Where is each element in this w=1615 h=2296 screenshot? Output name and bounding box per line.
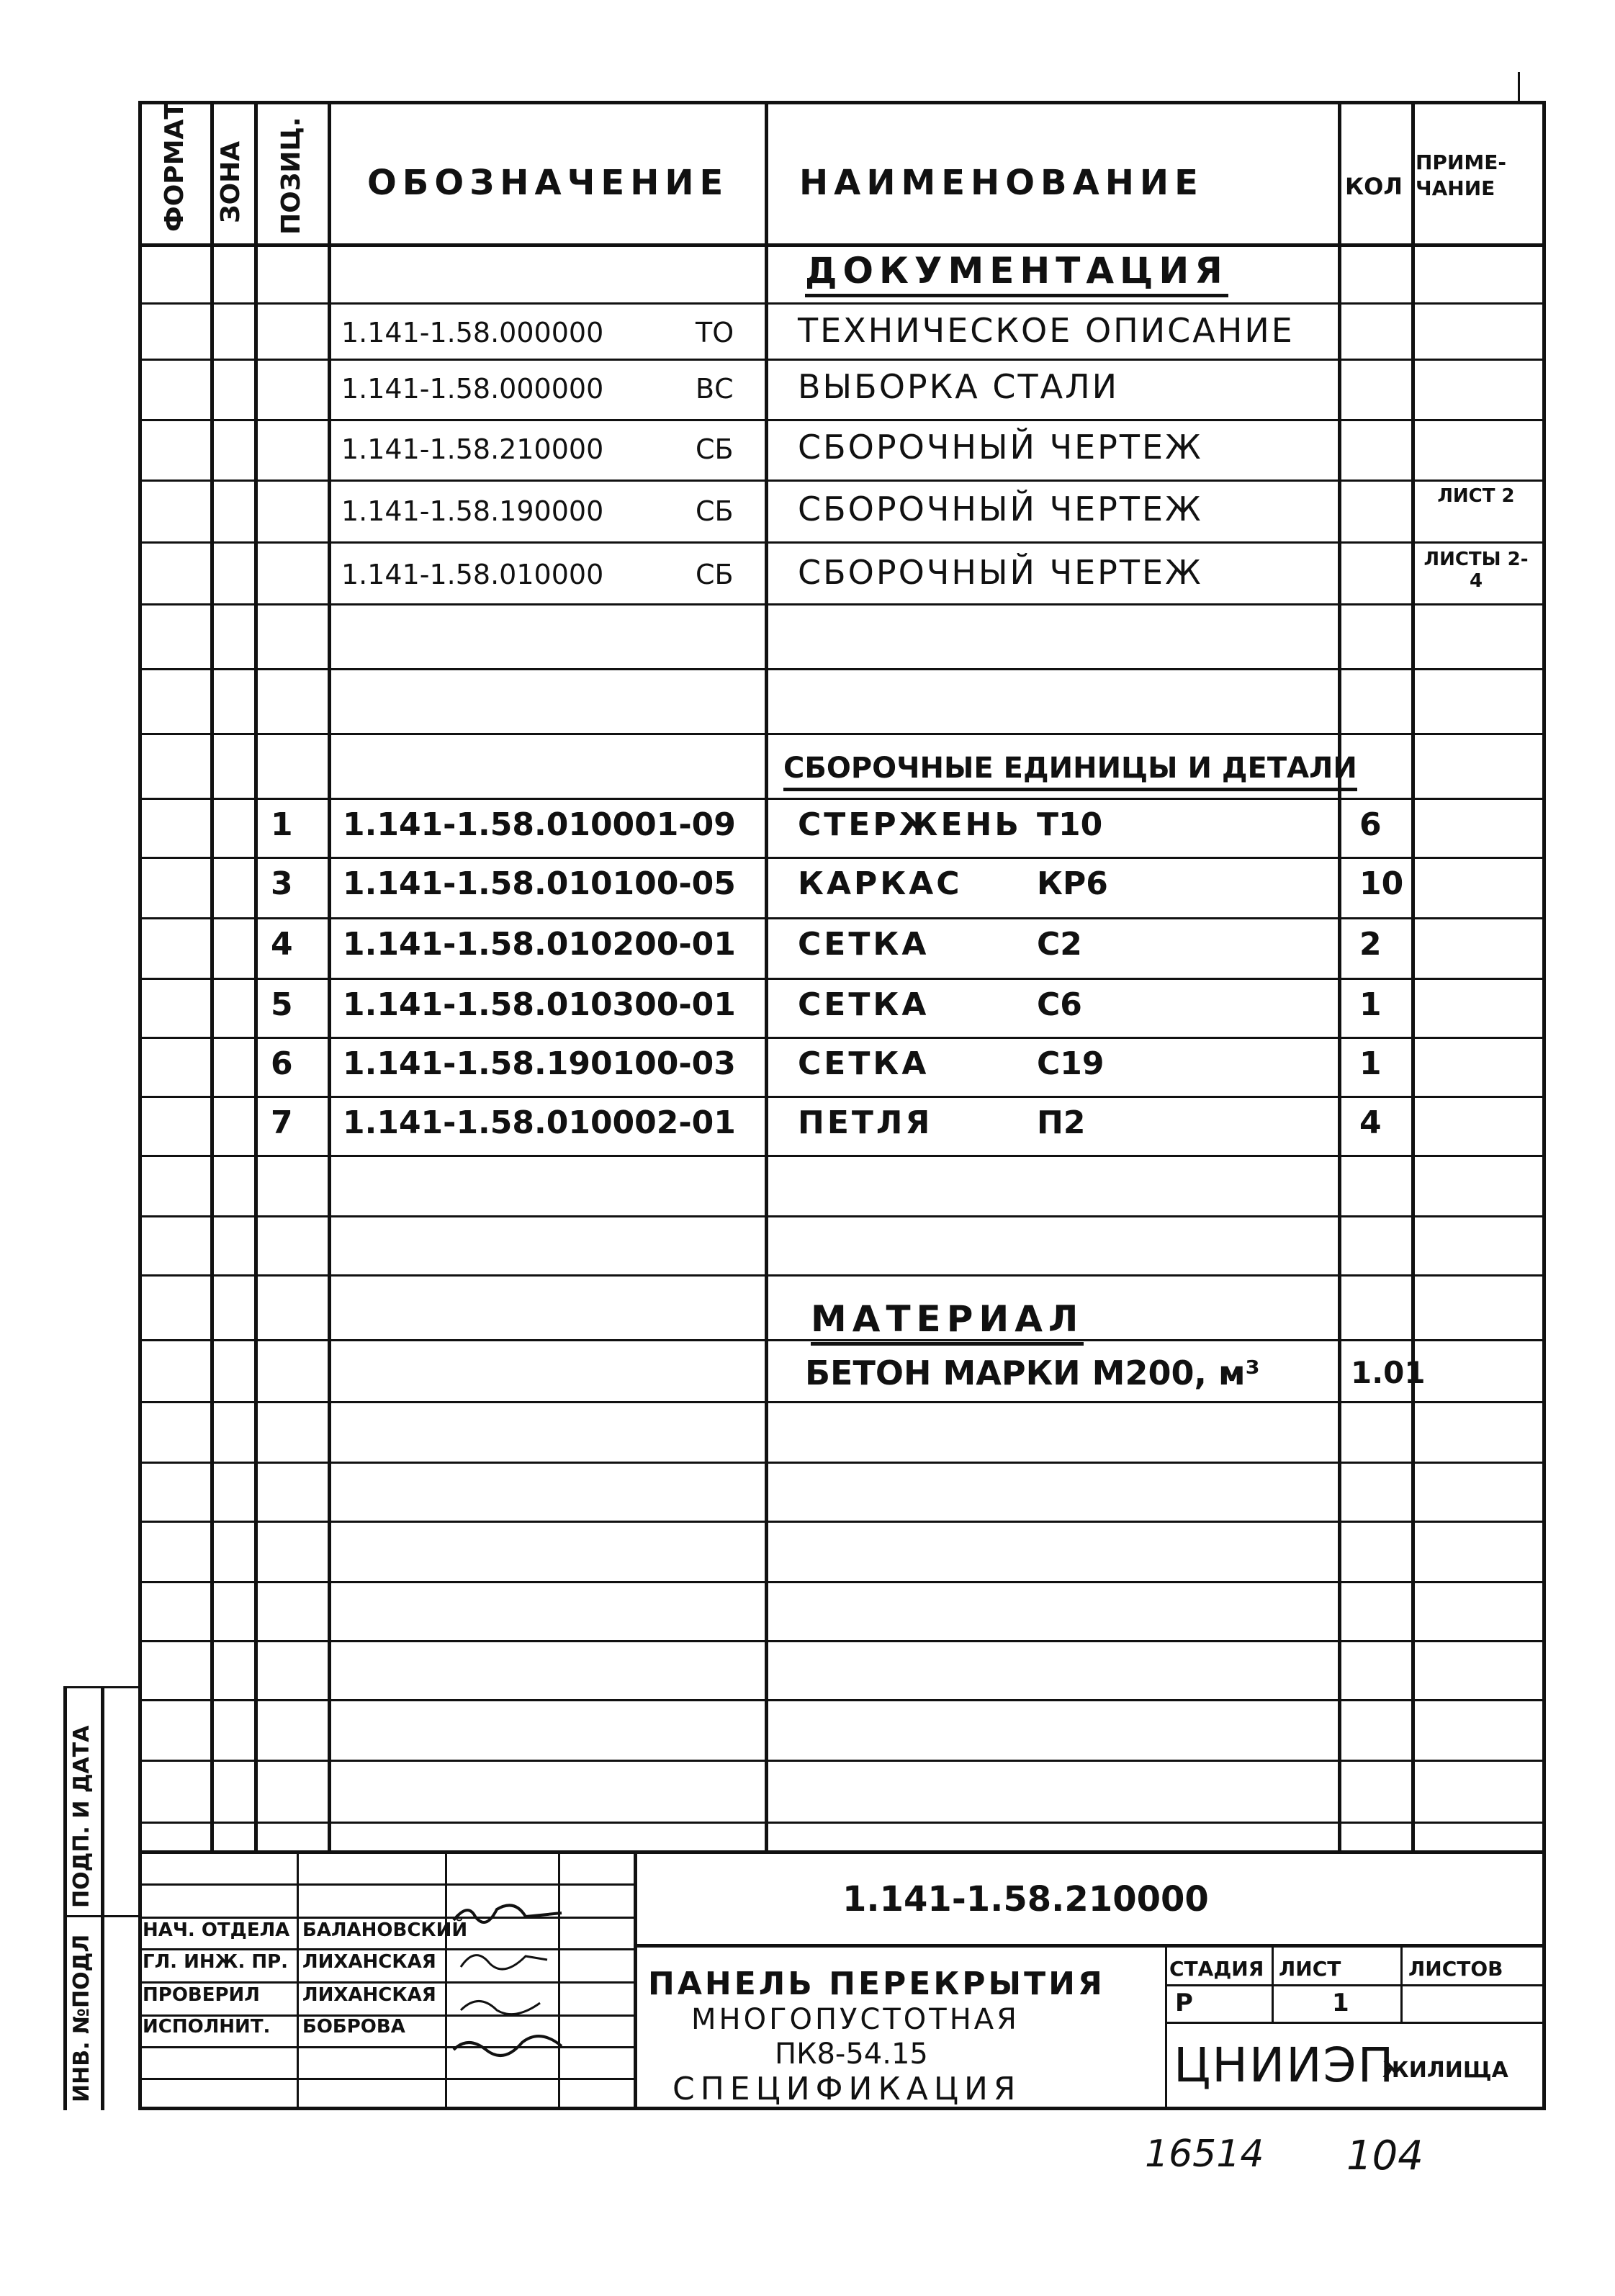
row-line (138, 1521, 1546, 1523)
part-mark: П2 (1037, 1104, 1086, 1141)
side-stamp-mid (101, 1686, 104, 2110)
title-doc-number-line (634, 1944, 1546, 1948)
part-pos: 6 (271, 1045, 293, 1082)
part-pos: 4 (271, 926, 293, 963)
row-line (138, 1760, 1546, 1762)
row-line (138, 541, 1546, 544)
col-designation (765, 101, 768, 1850)
part-mark: Т10 (1037, 806, 1103, 843)
doc-code: ВС (696, 373, 734, 405)
part-mark: КР6 (1037, 865, 1108, 902)
title-block-top (138, 1850, 1546, 1854)
role-person: ЛИХАНСКАЯ (302, 1951, 436, 1973)
row-line (138, 1096, 1546, 1098)
col-qty (1411, 101, 1415, 1850)
doc-designation: 1.141-1.58.010000 (341, 559, 604, 590)
col-format (210, 101, 214, 1850)
part-designation: 1.141-1.58.190100-03 (343, 1045, 736, 1082)
row-line (138, 1155, 1546, 1157)
title-block-row-line (138, 1883, 635, 1886)
row-line (138, 359, 1546, 361)
tb-org: ЦНИИЭП (1174, 2038, 1395, 2093)
row-line (138, 603, 1546, 605)
side-stamp-inv: ИНВ. №ПОДЛ (69, 1934, 94, 2102)
doc-name: СБОРОЧНЫЙ ЧЕРТЕЖ (798, 428, 1203, 467)
part-designation: 1.141-1.58.010300-01 (343, 986, 736, 1023)
part-mark: С6 (1037, 986, 1082, 1023)
row-line (138, 733, 1546, 735)
role-person: ЛИХАНСКАЯ (302, 1984, 436, 2006)
row-line (138, 1037, 1546, 1039)
signature-1 (454, 1905, 562, 1922)
signatures (446, 1895, 576, 2104)
part-pos: 3 (271, 865, 293, 902)
role-title: ПРОВЕРИЛ (143, 1984, 260, 2006)
title-line-1: ПАНЕЛЬ ПЕРЕКРЫТИЯ (648, 1966, 1105, 2002)
row-line (138, 917, 1546, 919)
frame-left (138, 101, 142, 2110)
doc-code: ТО (696, 317, 734, 348)
title-line-2: МНОГОПУСТОТНАЯ (691, 2003, 1020, 2036)
doc-note: ЛИСТ 2 (1437, 485, 1515, 507)
header-zone: ЗОНА (216, 140, 246, 223)
header-format: ФОРМАТ (160, 102, 189, 232)
row-line (138, 1401, 1546, 1403)
row-line (138, 1462, 1546, 1464)
row-line (138, 1215, 1546, 1217)
row-line (138, 1640, 1546, 1642)
tb-stage-left (1165, 1944, 1167, 2110)
row-line (138, 1822, 1546, 1824)
part-mark: С2 (1037, 926, 1082, 963)
footer-number-right: 104 (1346, 2133, 1423, 2179)
doc-designation: 1.141-1.58.000000 (341, 317, 604, 348)
col-zone (254, 101, 258, 1850)
tb-sheet-value: 1 (1332, 1989, 1349, 2017)
section-material: МАТЕРИАЛ (811, 1296, 1084, 1346)
tb-org-suffix: ЖИЛИЩА (1382, 2058, 1508, 2083)
doc-designation: 1.141-1.58.000000 (341, 373, 604, 405)
footer-number-left: 16514 (1145, 2133, 1264, 2176)
part-designation: 1.141-1.58.010001-09 (343, 806, 736, 843)
part-name: КАРКАС (798, 865, 963, 902)
frame-right (1542, 101, 1546, 2110)
frame-top (138, 101, 1546, 104)
doc-note: ЛИСТЫ 2-4 (1423, 549, 1529, 592)
part-designation: 1.141-1.58.010100-05 (343, 865, 736, 902)
col-pos (328, 101, 331, 1850)
tb-stage-sep (1272, 1944, 1274, 2023)
section-documentation: ДОКУМЕНТАЦИЯ (805, 248, 1228, 297)
doc-name: СБОРОЧНЫЙ ЧЕРТЕЖ (798, 553, 1203, 592)
tb-stage-value: Р (1175, 1989, 1193, 2017)
part-pos: 1 (271, 806, 293, 843)
signature-4 (454, 2036, 562, 2056)
role-title: НАЧ. ОТДЕЛА (143, 1919, 290, 1941)
role-person: БОБРОВА (302, 2016, 405, 2038)
row-line (138, 668, 1546, 670)
header-designation: ОБОЗНАЧЕНИЕ (367, 163, 729, 203)
part-qty: 1 (1359, 1045, 1382, 1082)
row-line (138, 1274, 1546, 1277)
side-stamp-top (63, 1686, 140, 1688)
side-stamp-sign: ПОДП. И ДАТА (69, 1725, 94, 1908)
part-designation: 1.141-1.58.010200-01 (343, 926, 736, 963)
part-name: СЕТКА (798, 926, 930, 963)
tb-sheet-sep (1400, 1944, 1403, 2023)
title-block-divider (634, 1850, 637, 2110)
part-qty: 6 (1359, 806, 1382, 843)
part-name: СТЕРЖЕНЬ (798, 806, 1022, 843)
doc-name: ВЫБОРКА СТАЛИ (798, 367, 1120, 406)
doc-designation: 1.141-1.58.190000 (341, 495, 604, 527)
tb-col-role (297, 1850, 299, 2110)
doc-code: СБ (696, 433, 734, 465)
frame-mark (1518, 72, 1520, 104)
row-line (138, 1699, 1546, 1701)
row-line (138, 798, 1546, 800)
part-name: СЕТКА (798, 986, 930, 1023)
row-line (138, 857, 1546, 859)
row-line (138, 978, 1546, 980)
title-doc-number: 1.141-1.58.210000 (842, 1879, 1209, 1919)
part-qty: 4 (1359, 1104, 1382, 1141)
part-qty: 2 (1359, 926, 1382, 963)
tb-sheets-label: ЛИСТОВ (1408, 1957, 1503, 1981)
part-name: ПЕТЛЯ (798, 1104, 933, 1141)
header-name: НАИМЕНОВАНИЕ (799, 163, 1204, 203)
doc-name: СБОРОЧНЫЙ ЧЕРТЕЖ (798, 490, 1203, 528)
role-person: БАЛАНОВСКИЙ (302, 1919, 468, 1941)
tb-sheet-label: ЛИСТ (1279, 1957, 1341, 1981)
doc-code: СБ (696, 495, 734, 527)
part-mark: С19 (1037, 1045, 1105, 1082)
side-stamp-left (63, 1686, 67, 2110)
header-qty: КОЛ (1345, 173, 1403, 200)
tb-stage-label: СТАДИЯ (1169, 1957, 1264, 1981)
part-pos: 5 (271, 986, 293, 1023)
header-bottom-line (138, 243, 1546, 247)
doc-code: СБ (696, 559, 734, 590)
role-title: ИСПОЛНИТ. (143, 2016, 271, 2038)
row-line (138, 419, 1546, 421)
title-line-3: ПК8-54.15 (775, 2038, 928, 2071)
col-name (1338, 101, 1341, 1850)
tb-org-line (1165, 2022, 1546, 2024)
part-qty: 10 (1359, 865, 1404, 902)
tb-stage-line (1165, 1984, 1546, 1986)
part-name: СЕТКА (798, 1045, 930, 1082)
signature-2 (461, 1955, 547, 1969)
header-pos: ПОЗИЦ. (276, 117, 306, 235)
part-qty: 1 (1359, 986, 1382, 1023)
header-note: ПРИМЕ-ЧАНИЕ (1416, 150, 1506, 200)
title-line-4: СПЕЦИФИКАЦИЯ (672, 2071, 1022, 2107)
role-title: ГЛ. ИНЖ. ПР. (143, 1951, 289, 1973)
signature-3 (461, 2002, 540, 2014)
row-line (138, 480, 1546, 482)
side-stamp-split (63, 1915, 140, 1917)
doc-name: ТЕХНИЧЕСКОЕ ОПИСАНИЕ (798, 311, 1295, 350)
row-line (138, 1581, 1546, 1583)
material-name: БЕТОН МАРКИ М200, м³ (805, 1354, 1260, 1392)
part-designation: 1.141-1.58.010002-01 (343, 1104, 736, 1141)
row-line (138, 302, 1546, 305)
doc-designation: 1.141-1.58.210000 (341, 433, 604, 465)
section-assembly-units: СБОРОЧНЫЕ ЕДИНИЦЫ И ДЕТАЛИ (783, 749, 1357, 791)
material-qty: 1.01 (1351, 1355, 1426, 1390)
part-pos: 7 (271, 1104, 293, 1141)
